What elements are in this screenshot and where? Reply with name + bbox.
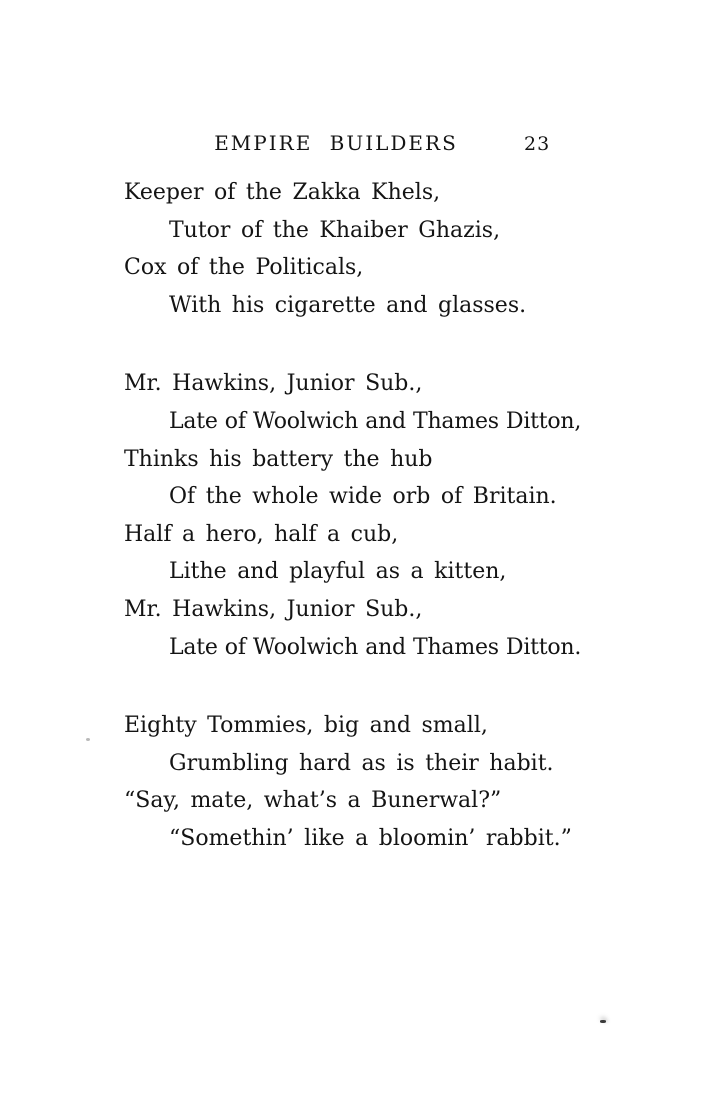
poem-line: With his cigarette and glasses. [169, 292, 527, 318]
running-header-title: EMPIRE BUILDERS [214, 131, 458, 155]
poem [124, 174, 604, 899]
poem-line: Cox of the Politicals, [124, 255, 364, 281]
poem-line: Half a hero, half a cub, [124, 521, 399, 547]
poem-line: Thinks his battery the hub [124, 446, 433, 472]
ink-speck [86, 738, 90, 741]
poem-line: “Say, mate, what’s a Bunerwal?” [124, 788, 502, 814]
poem-line: Late of Woolwich and Thames Ditton. [169, 634, 582, 660]
poem-line: Grumbling hard as is their habit. [169, 750, 554, 776]
poem-line: Tutor of the Khaiber Ghazis, [169, 217, 501, 243]
poem-line: Eighty Tommies, big and small, [124, 713, 488, 739]
poem-line: Lithe and playful as a kitten, [169, 559, 507, 585]
ink-speck [600, 1020, 606, 1023]
poem-line: Mr. Hawkins, Junior Sub., [124, 371, 423, 397]
poem-line: “Somethin’ like a bloomin’ rabbit.” [169, 825, 572, 851]
poem-line: Keeper of the Zakka Khels, [124, 180, 441, 205]
stanza [124, 174, 604, 324]
page-number: 23 [524, 133, 551, 155]
poem-line: Of the whole wide orb of Britain. [169, 484, 557, 510]
stanza [124, 707, 604, 857]
poem-line: Late of Woolwich and Thames Ditton, [169, 408, 582, 434]
stanza [124, 365, 604, 666]
poem-line: Mr. Hawkins, Junior Sub., [124, 596, 423, 622]
